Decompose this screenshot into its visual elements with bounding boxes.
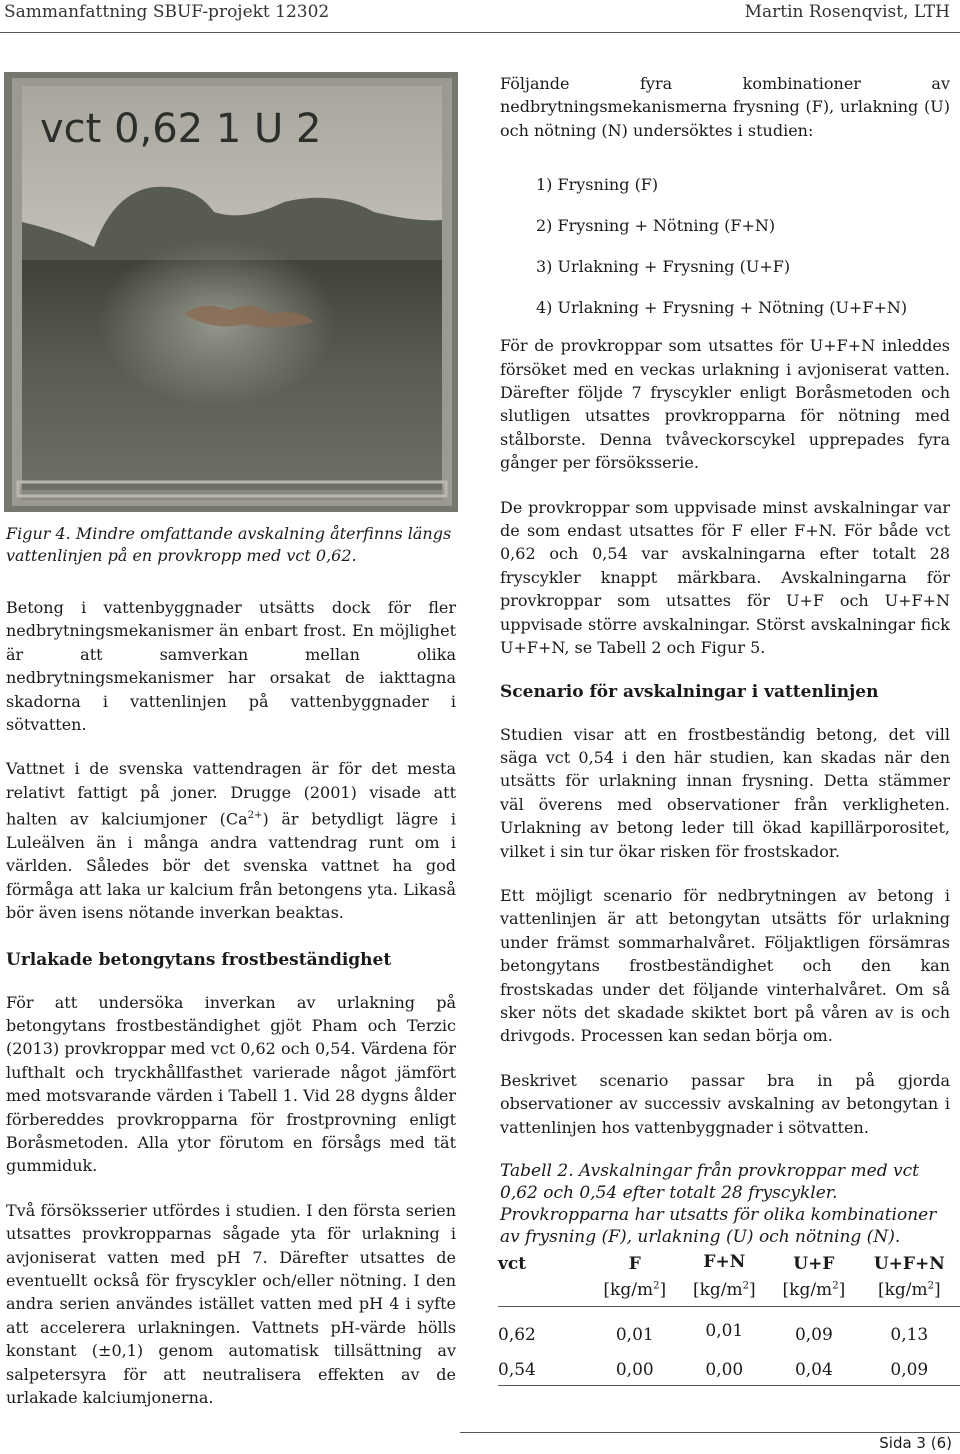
concrete-specimen-image xyxy=(4,72,458,512)
table-unit-row xyxy=(498,1274,960,1307)
figure-caption xyxy=(6,523,456,567)
table-label: Tabell 2. xyxy=(500,1161,574,1181)
combination-list xyxy=(500,164,950,328)
list-item: 1) Frysning (F) xyxy=(536,175,659,195)
results-table xyxy=(498,1250,960,1386)
table-cell: 0,01 xyxy=(705,1321,744,1341)
table-row xyxy=(498,1355,960,1386)
list-item: 2) Frysning + Nötning (F+N) xyxy=(536,216,776,236)
table-header-cell: F+N xyxy=(703,1252,746,1272)
table-cell: 0,00 xyxy=(705,1360,744,1380)
table-cell: 0,00 xyxy=(615,1360,654,1380)
header-divider xyxy=(0,32,960,33)
calcium-charge-superscript: 2+ xyxy=(247,810,263,822)
left-column xyxy=(6,596,456,1410)
right-paragraph-3: Studien visar att en frostbeständig betong, det vill säga vct 0,54 i den här studien, kan skadas när den utsätts för urlakning innan frysning. Detta stämmer väl överens med observationer från verkligheten. Urlakning av betong leder till ökad kapillärporositet, vilket i sin tur ökar risken för frostskador. xyxy=(500,724,950,861)
figure-label: Figur 4. xyxy=(6,524,71,543)
page-number: Sida 3 (6) xyxy=(879,1434,952,1452)
left-paragraph-1: Betong i vattenbyggnader utsätts dock för fler nedbrytningsmekanismer än enbart frost. En möjlighet är att samverkan mellan olika nedbrytningsmekanismer har orsakat de iakttagna skadorna i vattenlinjen på vattenbyggnader i sötvatten. xyxy=(6,598,456,735)
specimen-marking-text: vct 0,62 1 U 2 xyxy=(40,106,322,152)
figure-caption-text: Mindre omfattande avskalning återfinns längs vattenlinjen på en provkropp med vct 0,62. xyxy=(6,524,452,565)
table-cell: 0,13 xyxy=(890,1325,929,1345)
table-cell: 0,04 xyxy=(794,1360,833,1380)
left-paragraph-2 xyxy=(6,757,456,924)
table-header-cell: U+F+N xyxy=(873,1254,945,1274)
table-cell: 0,62 xyxy=(498,1325,536,1345)
right-paragraph-2: De provkroppar som uppvisade minst avskalningar var de som endast utsattes för F eller F+N. För både vct 0,62 och 0,54 var avskalningarna efter totalt 28 fryscykler knappt märkbara. Avskalningarna för provkroppar som utsattes för U+F och U+F+N uppvisade större avskalningar. Störst avskalningar fick U+F+N, se Tabell 2 och Figur 5. xyxy=(500,497,950,658)
right-paragraph-1: För de provkroppar som utsattes för U+F+N inleddes försöket med en veckas urlakning i avjoniserat vatten. Därefter följde 7 fryscykler enligt Boråsmetoden och slutligen utsattes provkropparna för nötning med stålborste. Denna tvåveckorscykel upprepades fyra gånger per försöksserie. xyxy=(500,336,950,473)
header-title: Sammanfattning SBUF-projekt 12302 xyxy=(4,2,330,22)
figure-photo xyxy=(4,72,458,512)
table-cell: 0,01 xyxy=(615,1325,654,1345)
right-intro-paragraph: Följande fyra kombinationer av nedbrytningsmekanismerna frysning (F), urlakning (U) och nötning (N) undersöktes i studien: xyxy=(500,74,950,140)
list-item: 4) Urlakning + Frysning + Nötning (U+F+N) xyxy=(536,298,908,318)
list-item: 3) Urlakning + Frysning (U+F) xyxy=(536,257,791,277)
table-caption xyxy=(500,1160,950,1248)
table-header-cell: U+F xyxy=(793,1254,835,1274)
table-row xyxy=(498,1307,960,1356)
footer-divider xyxy=(460,1432,960,1433)
table-header-cell: F xyxy=(628,1254,641,1274)
header-author: Martin Rosenqvist, LTH xyxy=(744,2,950,22)
left-paragraph-2-b: ) är betydligt lägre i Luleälven än i många andra vattendrag runt om i världen. Således bör det svenska vattnet ha god förmåga att laka ur kalcium från betongens yta. Likaså bör även isens nötande inverkan beaktas. xyxy=(6,809,456,923)
right-column xyxy=(500,72,950,1139)
table-unit-cell: $[kg/m^2]$ xyxy=(782,1280,846,1300)
table-unit-cell: $[kg/m^2]$ xyxy=(603,1280,667,1300)
right-section-heading: Scenario för avskalningar i vattenlinjen xyxy=(500,681,879,702)
table-cell: 0,54 xyxy=(498,1360,536,1380)
left-paragraph-3: För att undersöka inverkan av urlakning på betongytans frostbeständighet gjöt Pham och Terzic (2013) provkroppar med vct 0,62 och 0,54. Värdena för lufthalt och tryckhållfasthet varierade något jämfört med motsvarande värden i Tabell 1. Vid 28 dygns ålder förbereddes provkropparna för frostprovning enligt Boråsmetoden. Alla ytor förutom en försågs med tät gummiduk. xyxy=(6,992,456,1176)
left-paragraph-4: Två försöksserier utfördes i studien. I den första serien utsattes provkropparnas sågade yta för urlakning i avjoniserat vatten med pH 7. Därefter utsattes de eventuellt också för fryscykler och/eller nötning. I den andra serien användes istället vatten med pH 4 i syfte att accelerera urlakningen. Vattnets pH-värde hölls konstant (±0,1) genom automatisk tillsättning av salpetersyra för att neutralisera effekten av de urlakade kalciumjonerna. xyxy=(6,1200,456,1408)
right-paragraph-5: Beskrivet scenario passar bra in på gjorda observationer av successiv avskalning av betongytan i vattenlinjen hos vattenbyggnader i sötvatten. xyxy=(500,1070,950,1137)
table-cell: 0,09 xyxy=(890,1360,929,1380)
table-unit-cell: $[kg/m^2]$ xyxy=(692,1280,756,1300)
left-section-heading: Urlakade betongytans frostbeständighet xyxy=(6,949,392,970)
table-header-row xyxy=(498,1250,960,1274)
table-unit-cell: $[kg/m^2]$ xyxy=(877,1280,941,1300)
right-paragraph-4: Ett möjligt scenario för nedbrytningen av betong i vattenlinjen är att betongytan utsätts för urlakning under främst sommarhalvåret. Följaktligen försämras betongytans frostbeständighet och den kan frostskadas under det följande vinterhalvåret. Om så sker nöts det skadade skiktet bort på våren av is och drivgods. Processen kan sedan börja om. xyxy=(500,885,950,1046)
left-paragraph-2-a: Vattnet i de svenska vattendragen är för det mesta relativt fattigt på joner. Drugge (2001) visade att halten av kalciumjoner (Ca xyxy=(6,759,456,829)
table-caption-text: Avskalningar från provkroppar med vct 0,62 och 0,54 efter totalt 28 fryscykler. Provkropparna har utsatts för olika kombinationer av frysning (F), urlakning (U) och nötning (N). xyxy=(500,1161,937,1247)
table-cell: 0,09 xyxy=(794,1325,833,1345)
table-header-cell: vct xyxy=(498,1254,527,1274)
